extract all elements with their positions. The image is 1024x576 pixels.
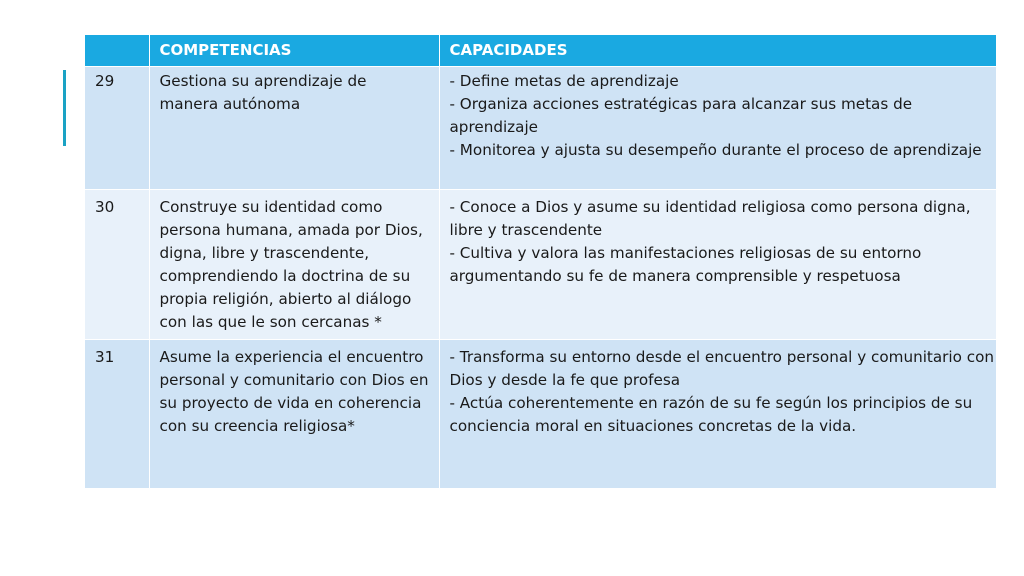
competencia-cell	[149, 190, 439, 340]
accent-bar	[63, 70, 66, 146]
competencies-table	[85, 35, 997, 488]
capacidad-line: - Monitorea y ajusta su desempeño durante el proceso de aprendizaje	[449, 141, 982, 159]
competencia-line: comprendiendo la doctrina de su	[159, 267, 411, 285]
capacidades-cell	[439, 340, 996, 489]
header-competencias: COMPETENCIAS	[149, 35, 439, 67]
competencia-line: con las que le son cercanas *	[159, 313, 382, 331]
capacidad-line: - Organiza acciones estratégicas para alcanzar sus metas de	[449, 95, 913, 113]
capacidad-line: Dios y desde la fe que profesa	[449, 371, 681, 389]
competencia-line: personal y comunitario con Dios en	[159, 371, 429, 389]
capacidad-line: aprendizaje	[449, 118, 539, 136]
competencia-line: su proyecto de vida en coherencia	[159, 394, 422, 412]
capacidad-line: argumentando su fe de manera comprensible y respetuosa	[449, 267, 901, 285]
row-number: 30	[85, 190, 149, 340]
competencia-line: propia religión, abierto al diálogo	[159, 290, 412, 308]
competencia-cell	[149, 340, 439, 489]
capacidades-cell	[439, 190, 996, 340]
header-number	[85, 35, 149, 67]
row-number: 29	[85, 67, 149, 190]
competencia-line: Construye su identidad como	[159, 198, 383, 216]
table-header-row	[85, 35, 996, 67]
competencia-line: digna, libre y trascendente,	[159, 244, 370, 262]
capacidad-line: libre y trascendente	[449, 221, 603, 239]
header-capacidades: CAPACIDADES	[439, 35, 996, 67]
row-number: 31	[85, 340, 149, 489]
table-row	[85, 190, 996, 340]
table-row	[85, 67, 996, 190]
competencia-line: con su creencia religiosa*	[159, 417, 355, 435]
competencia-cell	[149, 67, 439, 190]
capacidad-line: - Define metas de aprendizaje	[449, 72, 679, 90]
competencia-line: Asume la experiencia el encuentro	[159, 348, 424, 366]
competencia-line: persona humana, amada por Dios,	[159, 221, 423, 239]
competencia-line: Gestiona su aprendizaje de	[159, 72, 367, 90]
capacidad-line: - Transforma su entorno desde el encuentro personal y comunitario con	[449, 348, 995, 366]
capacidad-line: - Cultiva y valora las manifestaciones religiosas de su entorno	[449, 244, 922, 262]
competencia-line: manera autónoma	[159, 95, 301, 113]
capacidad-line: - Conoce a Dios y asume su identidad religiosa como persona digna,	[449, 198, 971, 216]
capacidades-cell	[439, 67, 996, 190]
table-row	[85, 340, 996, 489]
capacidad-line: - Actúa coherentemente en razón de su fe según los principios de su	[449, 394, 973, 412]
capacidad-line: conciencia moral en situaciones concretas de la vida.	[449, 417, 857, 435]
